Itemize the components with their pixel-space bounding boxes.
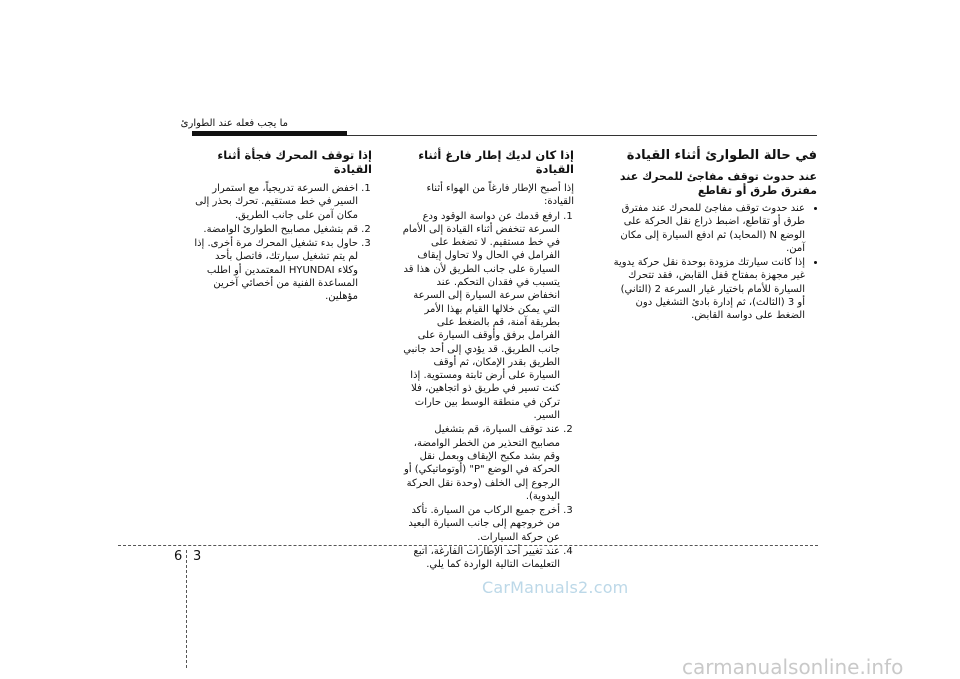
step-item: 3. حاول بدء تشغيل المحرك مرة أخرى. إذا لم يتم تشغيل سيارتك، فاتصل بأحد وكلاء HYUNDAI المعتمدين أو اطلب المساعدة الفنية من أخصائي آخرين مؤهلين. bbox=[192, 237, 358, 303]
section-subtitle: عند حدوث توقف مفاجئ للمحرك عند مفترق طرق أو تقاطع bbox=[619, 170, 817, 197]
page-number: 3 bbox=[193, 549, 202, 564]
footer-rule bbox=[118, 545, 818, 546]
bullet-list bbox=[610, 202, 817, 323]
bullet-item: • إذا كانت سيارتك مزودة بوحدة نقل حركة يدوية غير مجهزة بمفتاح قفل القابض، فقد تتحرك السيارة للأمام باختيار غيار السرعة 2 (الثاني) أو 3 (الثالث)، ثم إدارة بادئ التشغيل دون الضغط على دواسة القابض. bbox=[610, 256, 805, 322]
section-intro: إذا أصبح الإطار فارغاً من الهواء أثناء القيادة: bbox=[426, 183, 574, 208]
section-engine-stall bbox=[192, 148, 372, 305]
steps-list bbox=[192, 182, 372, 304]
steps-list bbox=[402, 210, 574, 572]
section-emergency-driving bbox=[610, 148, 817, 324]
bullet-item: • عند حدوث توقف مفاجئ للمحرك عند مفترق طرق أو تقاطع، اضبط ذراع نقل الحركة على الوضع N (المحايد) ثم ادفع السيارة إلى مكان آمن. bbox=[610, 202, 805, 255]
step-item: 2. قم بتشغيل مصابيح الطوارئ الوامضة. bbox=[192, 223, 358, 236]
section-title: إذا كان لديك إطار فارغ أثناء القيادة bbox=[418, 148, 574, 176]
header-rule bbox=[347, 135, 817, 136]
step-item: 3. أخرج جميع الركاب من السيارة. تأكد من خروجهم إلى جانب السيارة البعيد عن حركة السيارات. bbox=[402, 504, 560, 544]
section-title: في حالة الطوارئ أثناء القيادة bbox=[626, 148, 817, 163]
footer-divider bbox=[186, 550, 187, 668]
running-header: ما يجب فعله عند الطوارئ bbox=[180, 118, 288, 129]
header-bar bbox=[192, 131, 347, 136]
section-title: إذا توقف المحرك فجأة أثناء القيادة bbox=[217, 148, 372, 176]
step-item: 4. عند تغيير أحد الإطارات الفارغة، اتبع التعليمات التالية الواردة كما يلي. bbox=[402, 545, 560, 572]
step-item: 1. ارفع قدمك عن دواسة الوقود ودع السرعة تنخفض أثناء القيادة إلى الأمام في خط مستقيم. لا تضغط على الفرامل في الحال ولا تحاول إيقاف السيارة على جانب الطريق لأن هذا قد يتسبب في فقدان التحكم. عند انخفاض سرعة السيارة إلى السرعة التي يمكن خلالها القيام بهذا الأمر بطريقة آمنة، قم بالضغط على الفرامل برفق وأوقف السيارة على جانب الطريق. قد يؤدي إلى أحد جانبي الطريق بقدر الإمكان، ثم أوقف السيارة على أرض ثابتة ومستوية. إذا كنت تسير في طريق ذو اتجاهين، فلا تركن في منطقة الوسط بين حارات السير. bbox=[402, 210, 560, 423]
carmanuals-watermark: CarManuals2.com bbox=[482, 578, 629, 597]
section-flat-tire bbox=[402, 148, 574, 573]
chapter-number: 6 bbox=[174, 549, 183, 564]
step-item: 1. اخفض السرعة تدريجياً، مع استمرار السير في خط مستقيم. تحرك بحذر إلى مكان آمن على جانب الطريق. bbox=[192, 182, 358, 222]
step-item: 2. عند توقف السيارة، قم بتشغيل مصابيح التحذير من الخطر الوامضة، وقم بشد مكبح الإيقاف وبعمل نقل الحركة في الوضع "P" (أوتوماتيكي) أو الرجوع إلى الخلف (وحدة نقل الحركة اليدوية). bbox=[402, 423, 560, 503]
site-watermark: carmanualsonline.info bbox=[682, 655, 904, 679]
